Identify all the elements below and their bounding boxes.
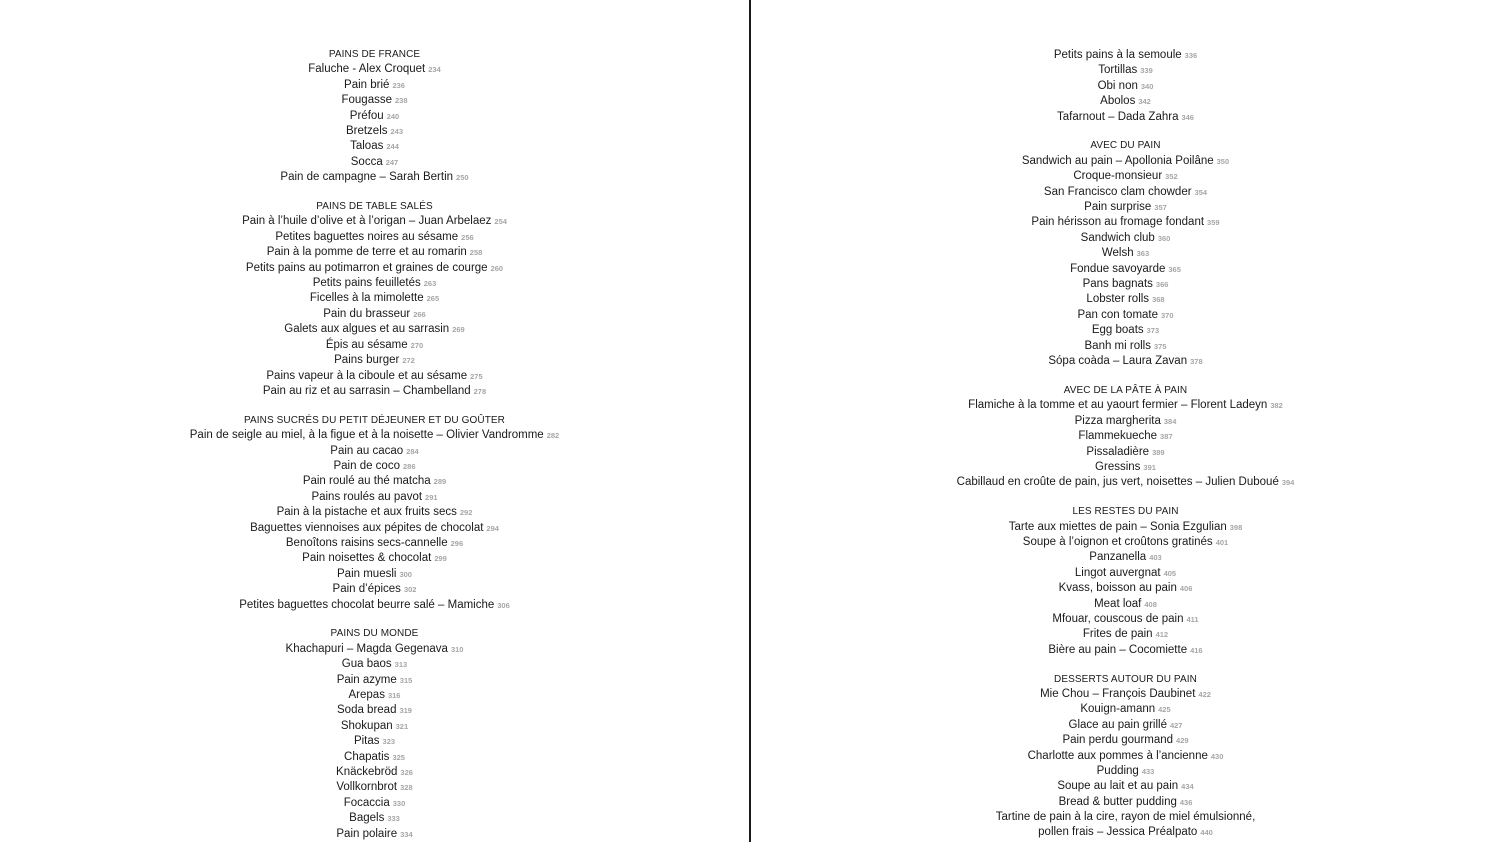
entry-title: Fondue savoyarde xyxy=(1070,262,1166,275)
entry-title-continued: pollen frais – Jessica Préalpato xyxy=(1038,825,1198,838)
page-number: 256 xyxy=(461,232,474,242)
page-number: 382 xyxy=(1270,401,1283,411)
entry-title-line-2 xyxy=(751,825,1500,840)
page-number: 340 xyxy=(1140,81,1154,91)
entry-title: Petites baguettes noires au sésame xyxy=(275,230,459,243)
entry-title: Petits pains à la semoule xyxy=(1053,49,1182,61)
page-number: 282 xyxy=(546,431,560,441)
toc-entry xyxy=(0,827,749,842)
entry-title: Galets aux algues et au sarrasin xyxy=(284,323,450,336)
toc-entry xyxy=(751,702,1500,717)
toc-entry xyxy=(751,535,1500,550)
entry-title: Panzanella xyxy=(1089,551,1147,564)
entry-title: Épis au sésame xyxy=(325,338,408,351)
toc-entry xyxy=(0,688,749,703)
toc-entry xyxy=(751,612,1500,627)
page-number: 313 xyxy=(394,660,408,670)
page-number: 387 xyxy=(1160,432,1173,442)
page-number: 391 xyxy=(1143,462,1156,472)
entry-title: Tafarnout – Dada Zahra xyxy=(1057,110,1179,123)
entry-title: Pissaladière xyxy=(1086,445,1150,458)
toc-section xyxy=(751,384,1500,491)
page-number: 363 xyxy=(1136,249,1150,259)
entry-title: Sandwich au pain – Apollonia Poilâne xyxy=(1021,154,1214,167)
right-page xyxy=(751,48,1500,854)
entry-title: Pain à l’huile d’olive et à l’origan – Juan Arbelaez xyxy=(242,215,492,228)
page-number: 406 xyxy=(1179,584,1193,594)
page-number: 365 xyxy=(1168,264,1181,274)
entry-title: San Francisco clam chowder xyxy=(1043,185,1192,198)
entry-title: Gressins xyxy=(1095,460,1141,473)
entry-title: Kouign-amann xyxy=(1080,703,1156,716)
toc-entry xyxy=(751,277,1500,292)
toc-entry xyxy=(751,79,1500,94)
page-number: 440 xyxy=(1200,827,1213,837)
entry-title: Flamiche à la tomme et au yaourt fermier – Florent Ladeyn xyxy=(968,399,1268,412)
entry-title: Soupe à l’oignon et croûtons gratinés xyxy=(1022,535,1213,548)
toc-entry xyxy=(0,567,749,582)
entry-title: Abolos xyxy=(1100,95,1136,108)
entry-title: Gua baos xyxy=(341,658,392,671)
entry-title: Pizza margherita xyxy=(1074,414,1161,427)
entry-title: Sandwich club xyxy=(1080,231,1155,244)
toc-entry xyxy=(0,261,749,276)
entry-title: Sópa coàda – Laura Zavan xyxy=(1048,355,1188,368)
page-number: 291 xyxy=(425,492,438,502)
entry-title: Soda bread xyxy=(337,704,397,717)
page-number: 247 xyxy=(385,157,399,167)
page-number: 350 xyxy=(1216,156,1230,166)
toc-entry xyxy=(751,262,1500,277)
toc-entry xyxy=(0,765,749,780)
page-number: 325 xyxy=(392,752,405,762)
toc-entry xyxy=(0,657,749,672)
toc-entry xyxy=(0,598,749,613)
page-number: 416 xyxy=(1190,645,1203,655)
page-number: 360 xyxy=(1157,233,1171,243)
toc-entry xyxy=(751,308,1500,323)
page-number: 359 xyxy=(1207,218,1220,228)
toc-entry xyxy=(0,582,749,597)
entry-title: Charlotte aux pommes à l’ancienne xyxy=(1027,749,1208,762)
toc-entry xyxy=(751,429,1500,444)
toc-entry xyxy=(0,780,749,795)
section-heading-avec-du-pain: AVEC DU PAIN xyxy=(1090,140,1161,152)
entry-title: Bière au pain – Cocomiette xyxy=(1048,643,1188,656)
entry-title: Meat loaf xyxy=(1094,597,1142,610)
page-number: 319 xyxy=(399,706,412,716)
section-heading-desserts-autour-du-pain: DESSERTS AUTOUR DU PAIN xyxy=(1054,673,1197,685)
toc-entry xyxy=(0,703,749,718)
entry-title: Pain polaire xyxy=(336,827,398,840)
section-heading-les-restes-du-pain: LES RESTES DU PAIN xyxy=(1072,506,1179,518)
page-number: 330 xyxy=(392,798,406,808)
entry-title: Banh mi rolls xyxy=(1084,339,1151,352)
page-number: 294 xyxy=(486,523,499,533)
page-number: 286 xyxy=(402,461,416,471)
toc-entry xyxy=(0,673,749,688)
toc-section xyxy=(751,673,1500,840)
toc-entry xyxy=(0,490,749,505)
entry-title: Pains roulés au pavot xyxy=(311,490,423,503)
toc-section xyxy=(751,505,1500,658)
entry-title: Bread & butter pudding xyxy=(1058,795,1177,808)
entry-title: Pains burger xyxy=(334,354,400,367)
toc-entry xyxy=(751,215,1500,230)
entry-title: Pitas xyxy=(353,735,380,748)
page-number: 323 xyxy=(382,737,396,747)
page-number: 238 xyxy=(395,96,408,106)
entry-title: Chapatis xyxy=(344,750,390,763)
toc-entry xyxy=(0,642,749,657)
entry-title: Tartine de pain à la cire, rayon de miel émulsionné, xyxy=(995,811,1256,824)
entry-title: Ficelles à la mimolette xyxy=(309,292,424,305)
page-number: 430 xyxy=(1210,751,1224,761)
left-page xyxy=(0,48,749,856)
toc-entry xyxy=(0,474,749,489)
section-heading-pains-du-monde: PAINS DU MONDE xyxy=(330,628,419,640)
entry-title: Préfou xyxy=(349,109,384,122)
entry-title: Baguettes viennoises aux pépites de chocolat xyxy=(250,521,484,534)
toc-entry xyxy=(751,445,1500,460)
toc-section xyxy=(0,200,749,399)
page-number: 403 xyxy=(1149,553,1162,563)
page-number: 436 xyxy=(1179,797,1193,807)
page-number: 269 xyxy=(452,325,465,335)
toc-entry xyxy=(751,169,1500,184)
toc-entry xyxy=(751,733,1500,748)
toc-entry xyxy=(0,170,749,185)
toc-entry xyxy=(0,734,749,749)
toc-entry xyxy=(0,139,749,154)
toc-entry xyxy=(0,62,749,77)
toc-section xyxy=(0,627,749,842)
toc-entry xyxy=(751,550,1500,565)
page-number: 258 xyxy=(469,248,483,258)
entry-title: Pain à la pistache et aux fruits secs xyxy=(276,506,457,519)
entry-title: Pain du brasseur xyxy=(323,307,411,320)
entry-title: Pan con tomate xyxy=(1077,308,1159,321)
section-heading-pains-de-table-sales: PAINS DE TABLE SALÉS xyxy=(316,201,433,213)
page-number: 240 xyxy=(386,111,400,121)
entry-title: Pain au cacao xyxy=(330,444,404,457)
toc-entry xyxy=(0,719,749,734)
page-number: 373 xyxy=(1146,326,1160,336)
page-number: 354 xyxy=(1194,187,1208,197)
toc-entry xyxy=(0,505,749,520)
page-number: 316 xyxy=(387,691,401,701)
page-number: 326 xyxy=(400,768,413,778)
entry-title: Bretzels xyxy=(345,125,388,138)
toc-entry xyxy=(751,795,1500,810)
page-number: 310 xyxy=(450,644,464,654)
toc-entry xyxy=(751,749,1500,764)
page-number: 398 xyxy=(1229,522,1243,532)
toc-entry xyxy=(751,292,1500,307)
entry-title: Pain brié xyxy=(344,78,390,91)
entry-title: Taloas xyxy=(350,140,384,153)
toc-entry xyxy=(0,428,749,443)
entry-title: Petits pains au potimarron et graines de courge xyxy=(245,261,488,274)
entry-title: Pain roulé au thé matcha xyxy=(302,475,431,488)
page-number: 368 xyxy=(1152,295,1165,305)
toc-section xyxy=(751,48,1500,125)
toc-entry xyxy=(0,322,749,337)
page-number: 346 xyxy=(1181,112,1194,122)
page-number: 234 xyxy=(428,65,441,75)
page-number: 292 xyxy=(459,508,473,518)
toc-entry xyxy=(0,384,749,399)
section-heading-pains-de-france: PAINS DE FRANCE xyxy=(328,49,421,60)
page-number: 429 xyxy=(1176,736,1189,746)
entry-title: Frites de pain xyxy=(1082,628,1153,641)
page-number: 357 xyxy=(1154,203,1167,213)
toc-entry xyxy=(0,521,749,536)
toc-entry xyxy=(0,551,749,566)
entry-title: Lobster rolls xyxy=(1086,293,1150,306)
toc-entry xyxy=(751,398,1500,413)
toc-entry xyxy=(0,369,749,384)
toc-entry xyxy=(0,78,749,93)
entry-title: Socca xyxy=(350,155,383,168)
entry-title: Mie Chou – François Daubinet xyxy=(1040,688,1196,700)
page-number: 315 xyxy=(399,675,413,685)
page-number: 370 xyxy=(1161,310,1174,320)
entry-title: Pain azyme xyxy=(336,673,397,686)
entry-title: Pains vapeur à la ciboule et au sésame xyxy=(266,369,468,382)
page-number: 263 xyxy=(423,279,437,289)
toc-entry xyxy=(0,444,749,459)
toc-entry xyxy=(751,246,1500,261)
page-number: 299 xyxy=(434,554,447,564)
entry-title: Pain hérisson au fromage fondant xyxy=(1031,216,1205,229)
page-number: 408 xyxy=(1144,599,1157,609)
toc-entry xyxy=(751,810,1500,840)
entry-title: Mfouar, couscous de pain xyxy=(1052,612,1184,625)
toc-entry xyxy=(751,48,1500,63)
page-number: 422 xyxy=(1198,690,1211,699)
toc-entry xyxy=(751,597,1500,612)
toc-entry xyxy=(751,581,1500,596)
page-number: 412 xyxy=(1155,630,1169,640)
toc-entry xyxy=(0,291,749,306)
toc-entry xyxy=(0,338,749,353)
entry-title: Obi non xyxy=(1097,79,1138,92)
toc-entry xyxy=(0,109,749,124)
page-number: 334 xyxy=(400,829,413,839)
entry-title: Lingot auvergnat xyxy=(1074,566,1161,579)
entry-title: Pain de coco xyxy=(333,459,400,472)
entry-title: Pain de campagne – Sarah Bertin xyxy=(280,171,454,184)
toc-entry xyxy=(751,63,1500,78)
entry-title: Petits pains feuilletés xyxy=(312,277,421,290)
toc-entry xyxy=(751,185,1500,200)
toc-entry xyxy=(751,110,1500,125)
toc-entry xyxy=(0,750,749,765)
entry-title: Tarte aux miettes de pain – Sonia Ezgulian xyxy=(1008,520,1227,533)
toc-entry xyxy=(0,214,749,229)
toc-section xyxy=(0,48,749,186)
entry-title: Pudding xyxy=(1096,765,1139,778)
toc-entry xyxy=(0,124,749,139)
toc-entry xyxy=(0,245,749,260)
entry-title: Vollkornbrot xyxy=(336,781,398,794)
page-number: 302 xyxy=(403,585,417,595)
entry-title: Fougasse xyxy=(341,94,392,107)
toc-entry xyxy=(751,323,1500,338)
toc-entry xyxy=(0,353,749,368)
page-number: 306 xyxy=(497,600,510,610)
toc-section xyxy=(751,139,1500,369)
page-number: 272 xyxy=(402,356,415,366)
entry-title: Kvass, boisson au pain xyxy=(1058,582,1177,595)
page-number: 300 xyxy=(399,569,412,579)
entry-title: Glace au pain grillé xyxy=(1068,718,1167,731)
page-number: 266 xyxy=(413,309,426,319)
page-number: 296 xyxy=(450,538,464,548)
entry-title: Tortillas xyxy=(1098,64,1138,77)
page-number: 284 xyxy=(406,446,419,456)
page-number: 275 xyxy=(470,371,483,381)
toc-entry xyxy=(0,307,749,322)
toc-entry xyxy=(751,354,1500,369)
entry-title: Pain au riz et au sarrasin – Chambelland xyxy=(262,384,471,397)
page-number: 375 xyxy=(1153,341,1167,351)
entry-title: Pain perdu gourmand xyxy=(1062,734,1174,747)
entry-title: Pain surprise xyxy=(1084,201,1152,214)
page-number: 339 xyxy=(1140,66,1153,76)
toc-entry xyxy=(751,566,1500,581)
toc-entry xyxy=(0,459,749,474)
page-number: 265 xyxy=(426,294,440,304)
page-number: 321 xyxy=(395,721,409,731)
page-number: 394 xyxy=(1281,478,1295,488)
page-number: 384 xyxy=(1163,416,1177,426)
toc-entry xyxy=(751,520,1500,535)
entry-title: Shokupan xyxy=(340,719,393,732)
entry-title: Cabillaud en croûte de pain, jus vert, noisettes – Julien Duboué xyxy=(956,476,1279,489)
toc-section xyxy=(0,414,749,613)
page-number: 250 xyxy=(456,173,469,183)
entry-title: Pain à la pomme de terre et au romarin xyxy=(266,246,467,259)
page-number: 328 xyxy=(400,783,413,793)
toc-entry xyxy=(0,811,749,826)
toc-entry xyxy=(751,627,1500,642)
toc-entry xyxy=(751,154,1500,169)
toc-entry xyxy=(0,276,749,291)
toc-entry xyxy=(751,718,1500,733)
page-number: 366 xyxy=(1155,280,1169,290)
page-number: 243 xyxy=(390,127,404,137)
toc-entry xyxy=(0,536,749,551)
page-number: 278 xyxy=(473,386,487,396)
entry-title: Petites baguettes chocolat beurre salé – Mamiche xyxy=(239,598,495,611)
page-number: 427 xyxy=(1169,720,1183,730)
section-heading-avec-de-la-pate-a-pain: AVEC DE LA PÂTE À PAIN xyxy=(1063,384,1188,396)
page-number: 236 xyxy=(392,80,405,90)
entry-title: Pain d’épices xyxy=(332,583,401,596)
page-number: 389 xyxy=(1152,447,1165,457)
page-number: 401 xyxy=(1215,537,1229,547)
toc-entry xyxy=(751,643,1500,658)
toc-entry xyxy=(0,155,749,170)
page-number: 254 xyxy=(494,217,507,227)
page-number: 411 xyxy=(1186,614,1199,624)
entry-title: Khachapuri – Magda Gegenava xyxy=(285,642,448,655)
toc-entry xyxy=(0,93,749,108)
toc-entry xyxy=(0,230,749,245)
page-number: 352 xyxy=(1165,172,1178,182)
page-number: 434 xyxy=(1181,782,1194,792)
page-number: 405 xyxy=(1163,568,1177,578)
entry-title: Pans bagnats xyxy=(1082,278,1153,291)
toc-entry xyxy=(751,200,1500,215)
toc-entry xyxy=(751,764,1500,779)
entry-title: Bagels xyxy=(349,812,385,825)
page-number: 342 xyxy=(1138,97,1151,107)
toc-entry xyxy=(751,414,1500,429)
page-number: 425 xyxy=(1158,705,1171,715)
entry-title: Pain noisettes & chocolat xyxy=(302,552,432,565)
entry-title: Pain muesli xyxy=(337,567,397,580)
entry-title: Welsh xyxy=(1101,247,1134,260)
entry-title: Flammekueche xyxy=(1078,430,1158,443)
page-number: 333 xyxy=(387,814,400,824)
entry-title: Faluche - Alex Croquet xyxy=(308,63,426,76)
entry-title: Arepas xyxy=(348,689,385,702)
entry-title: Focaccia xyxy=(343,796,390,809)
toc-entry xyxy=(751,475,1500,490)
entry-title: Pain de seigle au miel, à la figue et à la noisette – Olivier Vandromme xyxy=(189,429,544,442)
section-heading-pains-sucres-du-petit-dejeuner-et-du-gouter: PAINS SUCRÉS DU PETIT DÉJEUNER ET DU GOÛTER xyxy=(243,414,505,426)
toc-entry xyxy=(751,687,1500,702)
page-number: 270 xyxy=(410,340,424,350)
page-number: 433 xyxy=(1141,767,1155,777)
page-number: 289 xyxy=(433,477,447,487)
page-number: 244 xyxy=(386,142,399,152)
page-number: 336 xyxy=(1184,51,1198,60)
toc-entry xyxy=(751,779,1500,794)
entry-title: Knäckebröd xyxy=(336,766,398,779)
toc-entry xyxy=(0,796,749,811)
page-number: 260 xyxy=(490,263,504,273)
entry-title: Soupe au lait et au pain xyxy=(1057,780,1179,793)
entry-title: Egg boats xyxy=(1091,324,1144,337)
entry-title: Croque-monsieur xyxy=(1073,170,1163,183)
toc-entry xyxy=(751,94,1500,109)
toc-entry xyxy=(751,339,1500,354)
toc-entry xyxy=(751,231,1500,246)
page-number: 378 xyxy=(1190,357,1203,367)
entry-title: Benoîtons raisins secs-cannelle xyxy=(285,536,448,549)
toc-entry xyxy=(751,460,1500,475)
